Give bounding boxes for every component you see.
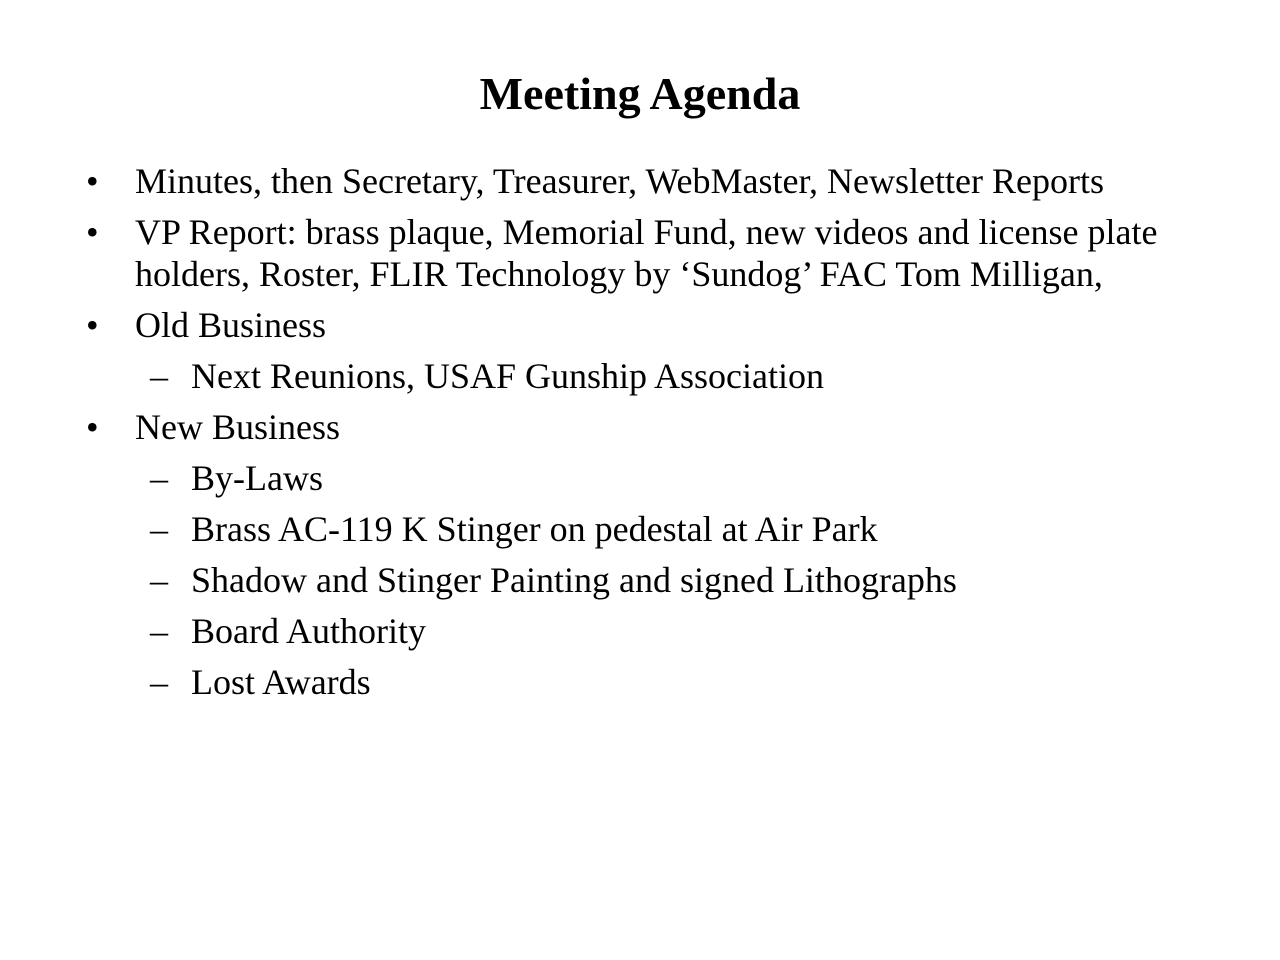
dash-marker: – — [150, 356, 168, 396]
dash-marker: – — [150, 509, 168, 549]
agenda-item — [0, 160, 1215, 202]
dash-marker: – — [150, 560, 168, 600]
agenda-subitem — [0, 610, 1215, 652]
agenda-subitem-text: Next Reunions, USAF Gunship Association — [191, 356, 825, 396]
agenda-item-text: Minutes, then Secretary, Treasurer, WebMaster, Newsletter Reports — [135, 161, 1104, 201]
agenda-item — [0, 304, 1215, 346]
slide-title: Meeting Agenda — [479, 68, 801, 119]
agenda-subitem-text: Brass AC-119 K Stinger on pedestal at Air Park — [191, 509, 878, 549]
agenda-subitem-text: Shadow and Stinger Painting and signed Lithographs — [191, 560, 957, 600]
agenda-subitem — [0, 559, 1215, 601]
dash-marker: – — [150, 662, 168, 702]
agenda-subitem-text: Lost Awards — [191, 662, 371, 702]
agenda-subitem — [0, 508, 1215, 550]
agenda-subitem — [0, 457, 1215, 499]
dash-marker: – — [150, 458, 168, 498]
agenda-subitem — [0, 355, 1215, 397]
agenda-item-text: VP Report: brass plaque, Memorial Fund, new videos and license plate holders, Roster, FLIR Technology by ‘Sundog’ FAC Tom Milligan, — [135, 212, 1158, 294]
agenda-item-text: Old Business — [135, 305, 327, 345]
agenda-subitem-text: By-Laws — [191, 458, 323, 498]
agenda-list — [0, 160, 1280, 712]
bullet-marker: • — [86, 161, 99, 201]
bullet-marker: • — [86, 305, 99, 345]
agenda-item — [0, 406, 1215, 448]
dash-marker: – — [150, 611, 168, 651]
agenda-item — [0, 211, 1215, 295]
bullet-marker: • — [86, 407, 99, 447]
agenda-subitem-text: Board Authority — [191, 611, 426, 651]
agenda-item-text: New Business — [135, 407, 340, 447]
bullet-marker: • — [86, 212, 99, 252]
agenda-subitem — [0, 661, 1215, 703]
